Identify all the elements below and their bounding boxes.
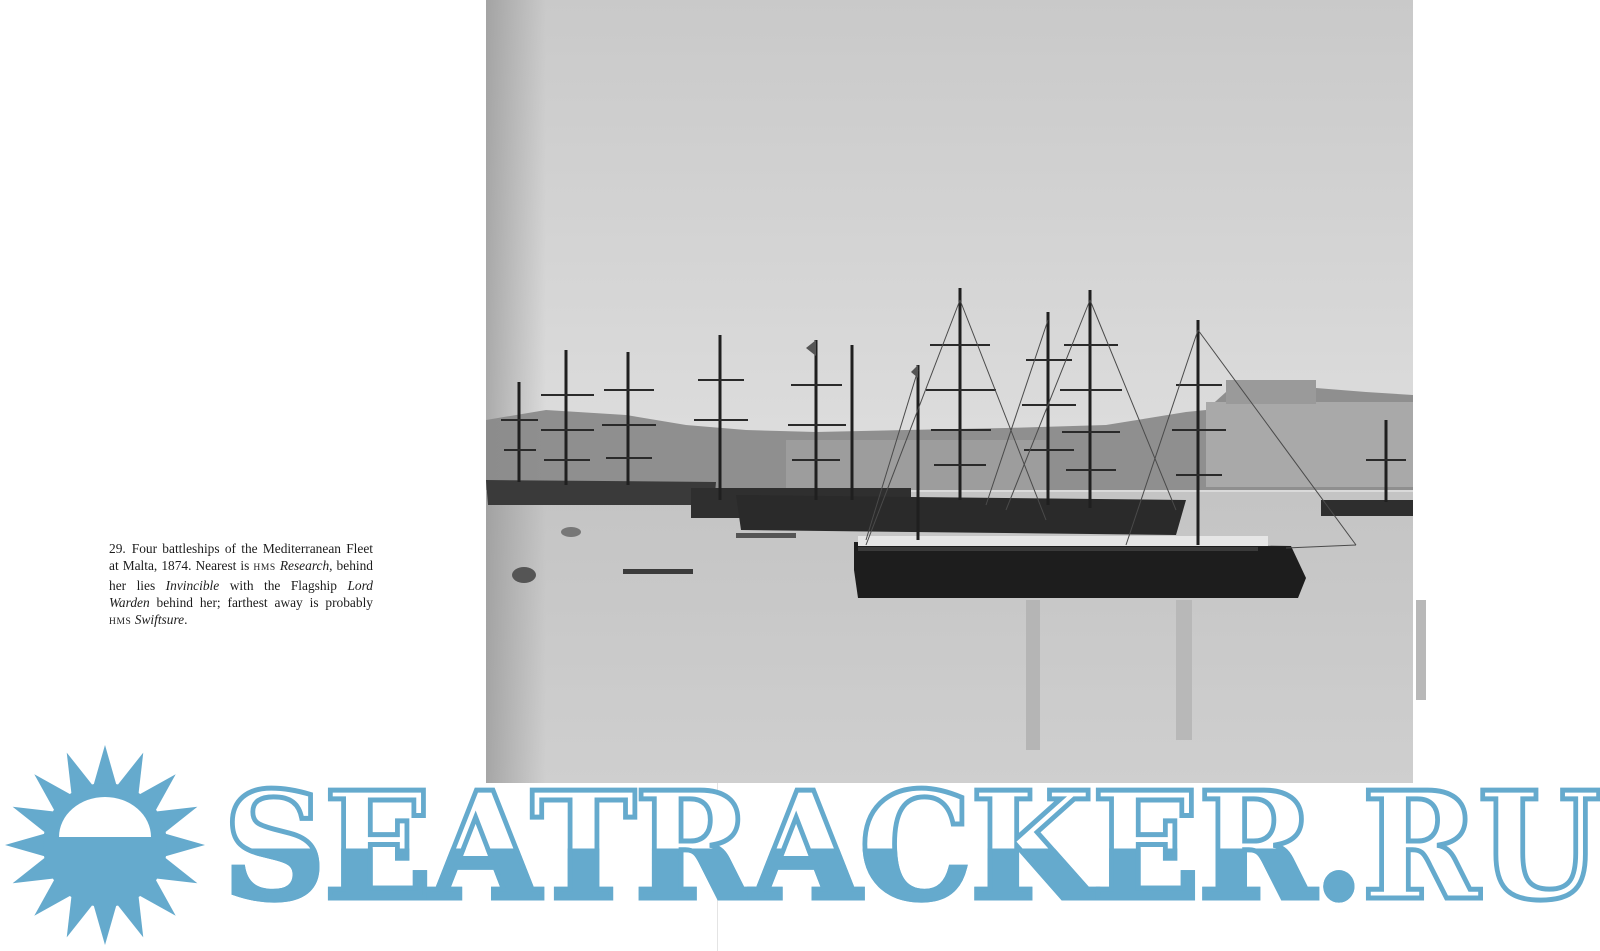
caption-number: 29. <box>109 541 126 557</box>
caption-ship-swiftsure: Swiftsure <box>134 612 185 628</box>
watermark-text: SEATRACKER.RU <box>223 759 1600 933</box>
caption-hms-abbrev: HMS <box>109 617 132 628</box>
watermark <box>0 740 1600 951</box>
caption-text: with the Flagship <box>219 578 348 594</box>
caption-ship-research: Research <box>279 558 330 574</box>
photo-caption <box>109 540 373 631</box>
harbour-photograph <box>486 0 1413 783</box>
caption-ship-lord-warden: Lord Warden <box>109 578 374 611</box>
caption-text: . <box>184 612 188 628</box>
caption-text: , behind her lies <box>109 558 374 594</box>
caption-text: Four battleships of the Mediterranean Fleet at Malta, 1874. Nearest is <box>109 541 373 574</box>
sun-logo-icon <box>0 740 220 951</box>
caption-hms-abbrev: HMS <box>253 563 276 574</box>
caption-ship-invincible: Invincible <box>165 578 220 594</box>
caption-text: behind her; farthest away is probably <box>149 595 373 611</box>
